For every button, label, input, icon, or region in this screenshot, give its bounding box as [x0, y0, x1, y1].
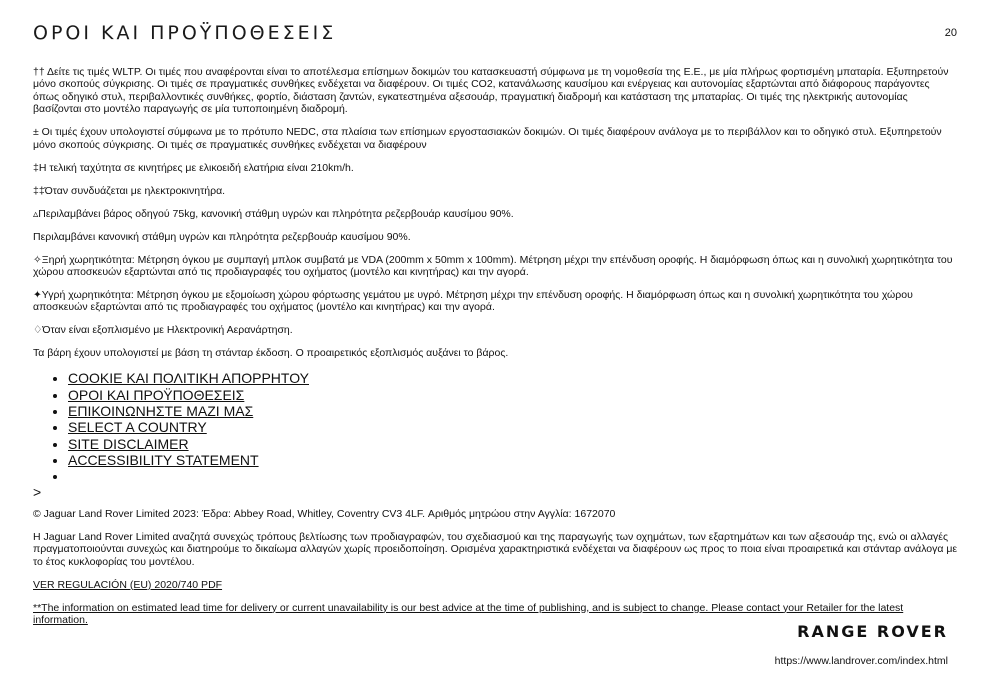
footer-url: https://www.landrover.com/index.html	[774, 655, 948, 667]
site-disclaimer-link[interactable]: SITE DISCLAIMER	[68, 435, 189, 452]
note-wltp: †† Δείτε τις τιμές WLTP. Οι τιμές που αναφέρονται είναι το αποτέλεσμα επίσημων δοκιμών του κατασκευαστή σύμφωνα με τη νομοθεσία της Ε.Ε., με μία πλήρως φορτισμένη μπαταρία. Εξυπηρετούν μόνο σκοπούς σύγκρισης. Οι τιμές σε πραγματικές συνθήκες ενδέχεται να διαφέρουν. Οι τιμές CO2, κατανάλωσης καυσίμου και ενέργειας και αυτονομίας εξαρτώνται από διάφορους παράγοντες όπως οδηγικό στυλ, περιβαλλοντικές συνθήκες, φορτίο, διάσταση ζαντών, εγκατεστημένα αξεσουάρ, πραγματική διαδρομή και κατάσταση της μπαταρίας. Οι τιμές της ηλεκτρικής αυτονομίας βασίζονται στο μοντέλο παραγωγής σε μία τυποποιημένη διαδρομή.	[33, 66, 949, 116]
page-number: 20	[944, 27, 957, 39]
list-item	[68, 403, 958, 419]
content-body	[33, 66, 958, 637]
note-top-speed: ‡Η τελική ταχύτητα σε κινητήρες με ελικοειδή ελατήρια είναι 210km/h.	[33, 161, 354, 174]
contact-us-link[interactable]: ΕΠΙΚΟΙΝΩΝΗΣΤΕ ΜΑΖΙ ΜΑΣ	[68, 403, 254, 420]
note-weights: Τα βάρη έχουν υπολογιστεί με βάση τη στάνταρ έκδοση. Ο προαιρετικός εξοπλισμός αυξάνει το βάρος.	[33, 347, 509, 360]
disclaimer-text: Η Jaguar Land Rover Limited αναζητά συνεχώς τρόπους βελτίωσης των προδιαγραφών, του σχεδιασμού και της παραγωγής των οχημάτων, των εξαρτημάτων και των αξεσουάρ της, ενώ οι αλλαγές πραγματοποιούνται συνεχώς και διατηρούμε το δικαίωμα αλλαγών χωρίς προειδοποίηση. Ορισμένα χαρακτηριστικά ενδέχεται να διαφέρουν ως προς το ποια είναι προαιρετικά και στάνταρ ανάλογα με το έτος κυκλοφορίας του μοντέλου.	[33, 530, 958, 568]
copyright-text: © Jaguar Land Rover Limited 2023: Έδρα: Abbey Road, Whitley, Coventry CV3 4LF. Αριθμός μητρώου στην Αγγλία: 1672070	[33, 507, 616, 520]
lead-time-note-link[interactable]: **The information on estimated lead time for delivery or current unavailability is our best advice at the time of publishing, and is subject to change. Please contact your Retailer for the latest information.	[33, 601, 904, 627]
select-country-link[interactable]: SELECT A COUNTRY	[68, 419, 207, 436]
footer-links-list	[33, 370, 958, 484]
list-item	[68, 419, 958, 435]
accessibility-statement-link[interactable]: ACCESSIBILITY STATEMENT	[68, 451, 259, 468]
list-item	[68, 452, 958, 468]
list-item	[68, 370, 958, 386]
note-nedc: ± Οι τιμές έχουν υπολογιστεί σύμφωνα με το πρότυπο NEDC, στα πλαίσια των επίσημων εργοστασιακών δοκιμών. Οι τιμές διαφέρουν ανάλογα με το περιβάλλον και το οδηγικό στυλ. Εξυπηρετούν μόνο σκοπούς σύγκρισης. Οι τιμές σε πραγματικές συνθήκες ενδέχεται να διαφέρουν	[33, 126, 942, 151]
note-driver-weight: ▵Περιλαμβάνει βάρος οδηγού 75kg, κανονική στάθμη υγρών και πληρότητα ρεζερβουάρ καυσίμου 90%.	[33, 207, 514, 220]
list-item	[68, 436, 958, 452]
cookie-policy-link[interactable]: COOKIE ΚΑΙ ΠΟΛΙΤΙΚΗ ΑΠΟΡΡΗΤΟΥ	[68, 370, 309, 387]
note-electric-motor: ‡‡Όταν συνδυάζεται με ηλεκτροκινητήρα.	[33, 184, 226, 197]
list-item	[68, 387, 958, 403]
regulation-pdf-link[interactable]: VER REGULACIÓN (EU) 2020/740 PDF	[33, 578, 223, 591]
range-rover-logo: RANGE ROVER	[797, 622, 948, 641]
note-wet-capacity: ✦Υγρή χωρητικότητα: Μέτρηση όγκου με εξομοίωση χώρου φόρτωσης γεμάτου με υγρό. Μέτρηση μέχρι την επένδυση οροφής. Η διαμόρφωση όπως και η συνολική χωρητικότητα του χώρου αποσκευών εξαρτώνται από τις προδιαγραφές του οχήματος (μοντέλο και κινητήρας) και την αγορά.	[33, 289, 913, 314]
chevron-right-icon[interactable]: >	[33, 483, 42, 500]
note-fluid-levels: Περιλαμβάνει κανονική στάθμη υγρών και πληρότητα ρεζερβουάρ καυσίμου 90%.	[33, 230, 411, 243]
note-dry-capacity: ✧Ξηρή χωρητικότητα: Μέτρηση όγκου με συμπαγή μπλοκ συμβατά με VDA (200mm x 50mm x 100mm). Μέτρηση μέχρι την επένδυση οροφής. Η διαμόρφωση όπως και η συνολική χωρητικότητα του χώρου αποσκευών εξαρτώνται από τις προδιαγραφές του οχήματος (μοντέλο και κινητήρας) και την αγορά.	[33, 253, 953, 279]
note-air-suspension: ♢Όταν είναι εξοπλισμένο με Ηλεκτρονική Αερανάρτηση.	[33, 324, 293, 337]
empty-list-item	[68, 468, 958, 484]
terms-link[interactable]: ΟΡΟΙ ΚΑΙ ΠΡΟΫΠΟΘΕΣΕΙΣ	[68, 386, 245, 403]
page-title: ΟΡΟΙ ΚΑΙ ΠΡΟΫΠΟΘΕΣΕΙΣ	[33, 22, 337, 44]
